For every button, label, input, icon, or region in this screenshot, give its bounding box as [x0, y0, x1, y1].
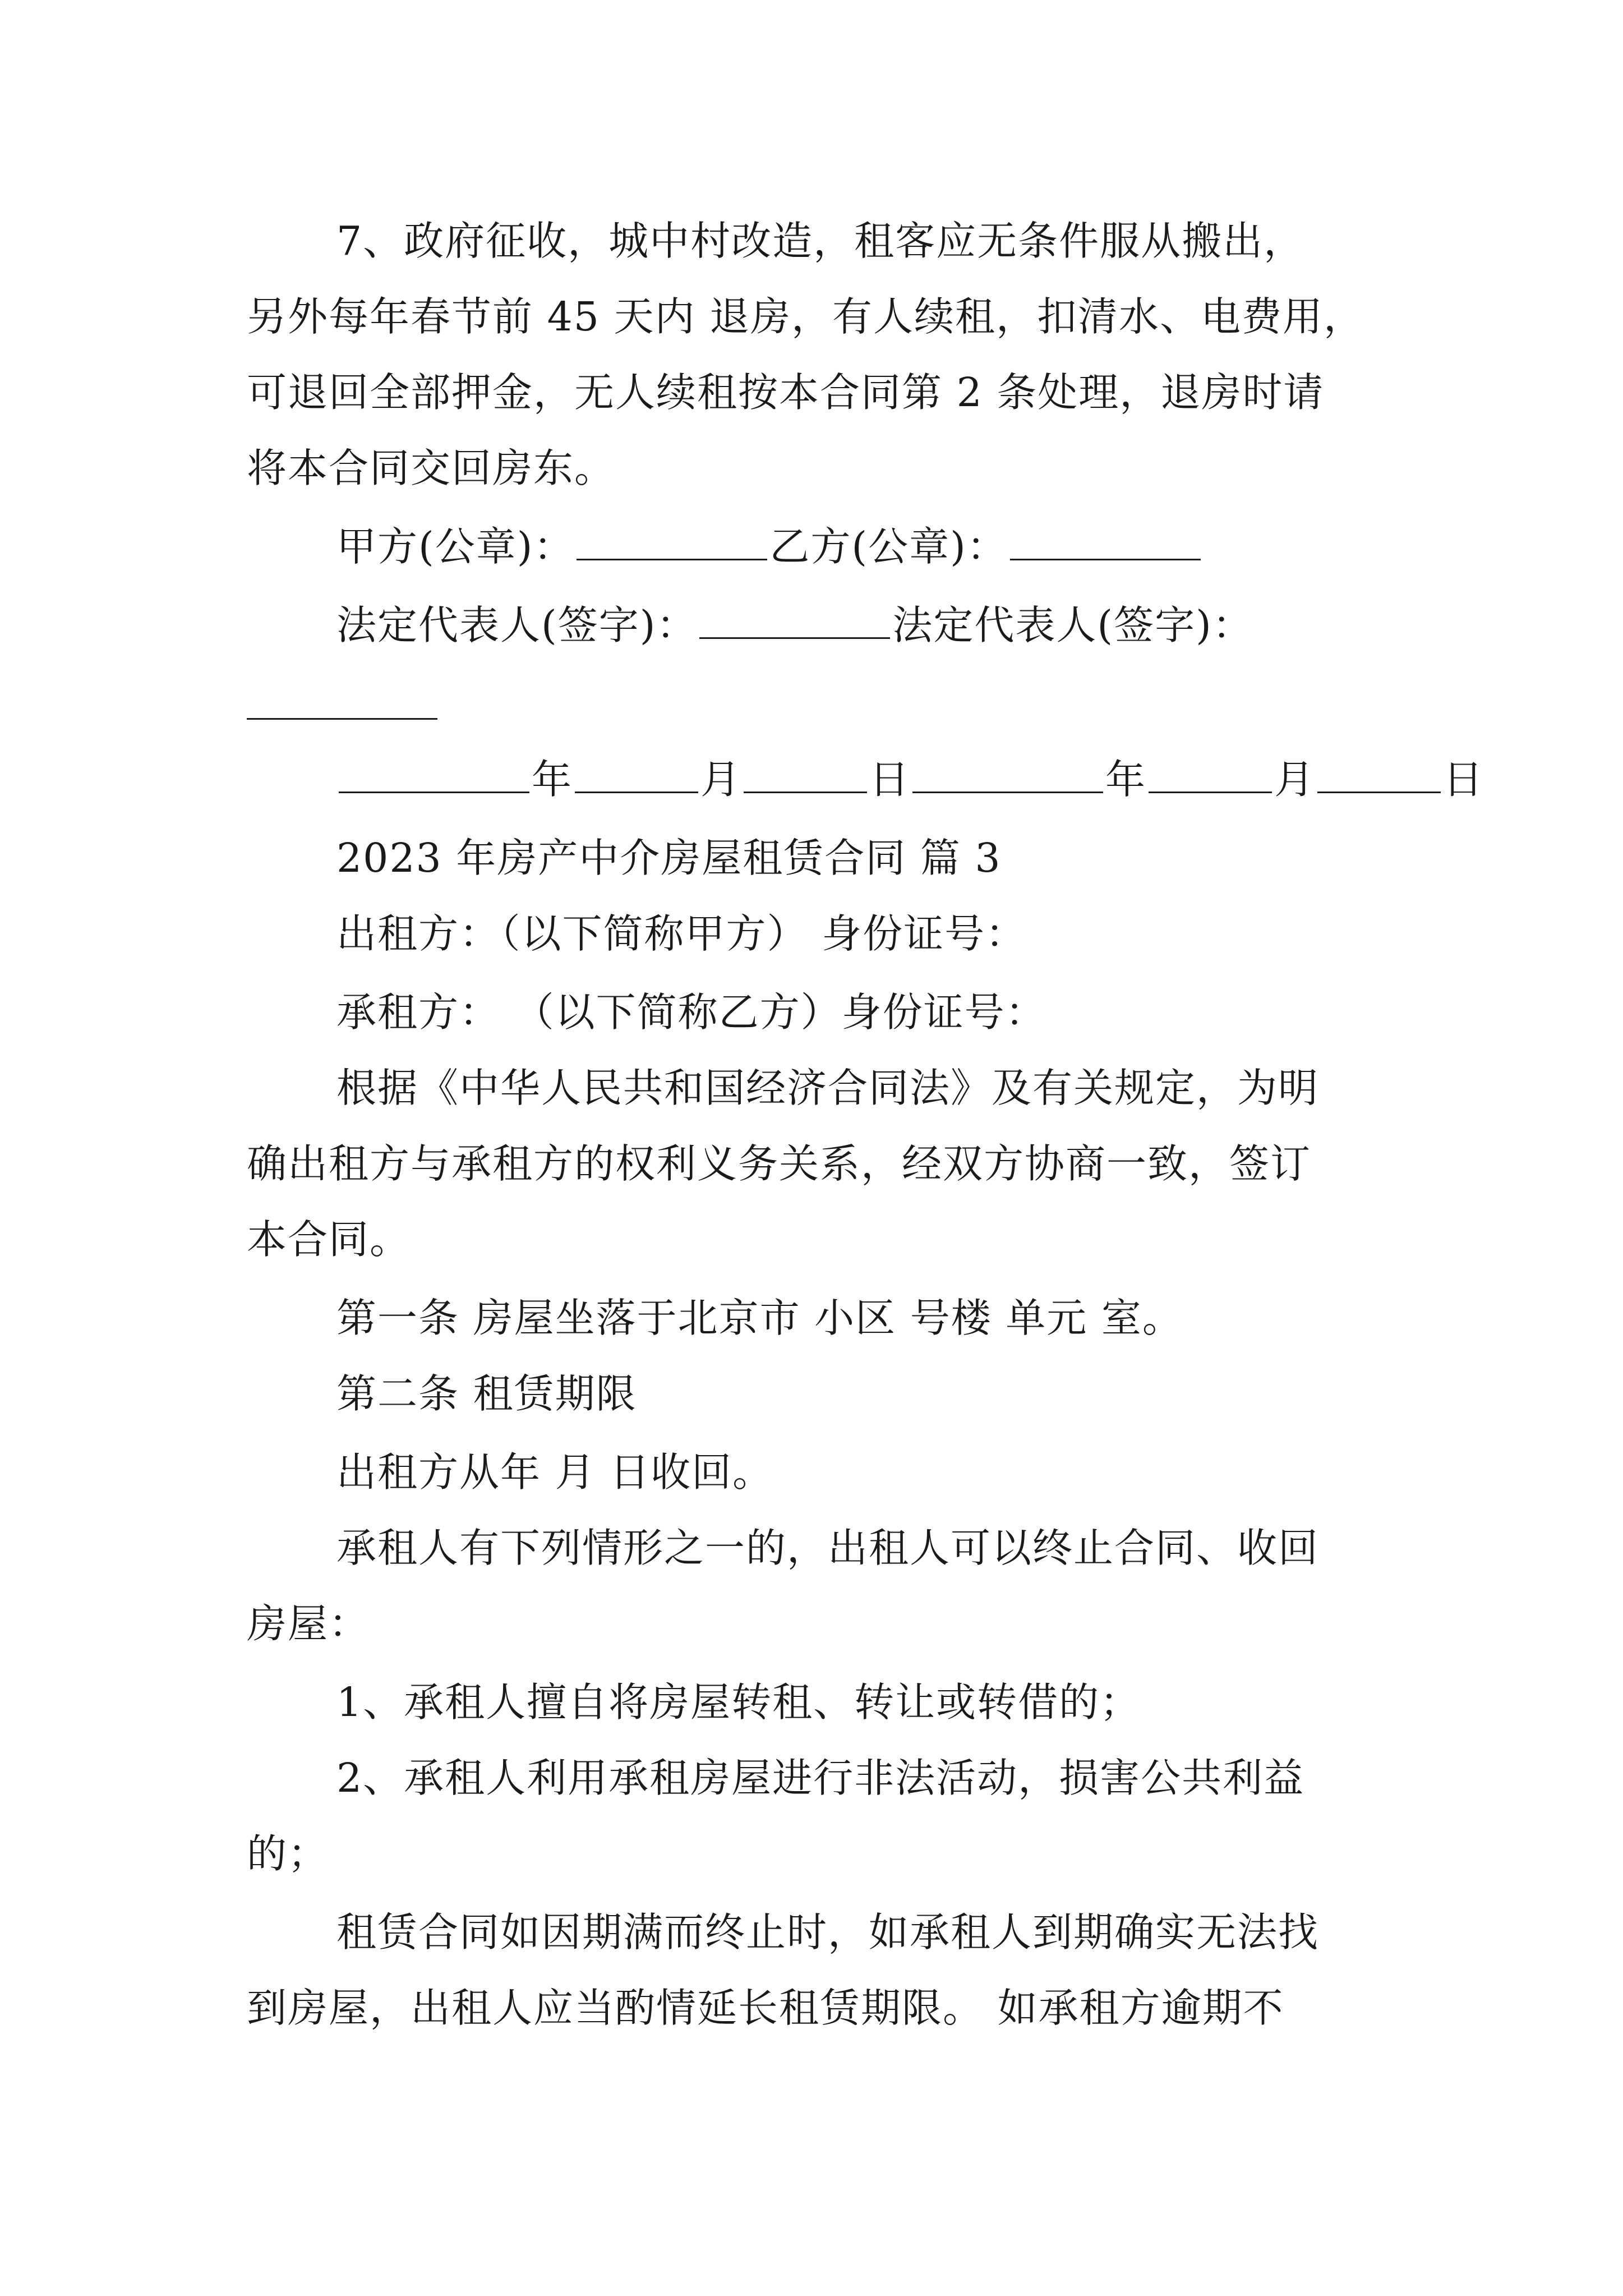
- lessee-line: 承租方： （以下简称乙方）身份证号：: [336, 989, 1046, 1036]
- party-a-seal-label: 甲方(公章)：: [336, 523, 575, 570]
- article-1: 第一条 房屋坐落于北京市 小区 号楼 单元 室。: [336, 1295, 1183, 1341]
- legal-rep-b-blank: [247, 718, 437, 720]
- day-a-label: 日: [869, 756, 911, 803]
- party-a-seal-blank: [577, 525, 767, 560]
- clause-7-line-4: 将本合同交回房东。: [247, 445, 616, 491]
- lessor-line: 出租方：（以下简称甲方） 身份证号：: [336, 910, 1027, 957]
- seal-line: [336, 522, 1203, 572]
- day-b-label: 日: [1443, 756, 1484, 803]
- month-b-label: 月: [1274, 756, 1316, 803]
- item-2-line-2: 的；: [247, 1830, 329, 1877]
- expiry-line-2: 到房屋，出租人应当酌情延长租赁期限。 如承租方逾期不: [247, 1985, 1284, 2031]
- legal-rep-a-label: 法定代表人(签字)：: [336, 602, 698, 648]
- preamble-line-3: 本合同。: [247, 1216, 411, 1263]
- reclaim-line: 出租方从年 月 日收回。: [336, 1449, 774, 1496]
- party-b-seal-label: 乙方(公章)：: [769, 523, 1008, 570]
- legal-rep-a-blank: [699, 604, 890, 639]
- clause-7-line-1: 7、政府征收，城中村改造，租客应无条件服从搬出，: [336, 218, 1305, 264]
- day-a-blank: [744, 758, 867, 793]
- year-b-blank: [912, 758, 1103, 793]
- date-line: [336, 754, 1484, 805]
- article-2: 第二条 租赁期限: [336, 1370, 637, 1417]
- year-b-label: 年: [1105, 756, 1147, 803]
- day-b-blank: [1317, 758, 1441, 793]
- year-a-label: 年: [532, 756, 573, 803]
- section-heading: 2023 年房产中介房屋租赁合同 篇 3: [336, 835, 1002, 881]
- terminate-line-2: 房屋：: [247, 1600, 370, 1647]
- preamble-line-2: 确出租方与承租方的权利义务关系，经双方协商一致，签订: [247, 1140, 1312, 1187]
- legal-rep-b-label: 法定代表人(签字)：: [892, 602, 1253, 648]
- legal-rep-line: [336, 600, 1253, 651]
- item-2-line-1: 2、承租人利用承租房屋进行非法活动，损害公共利益: [336, 1755, 1305, 1801]
- clause-7-line-2: 另外每年春节前 45 天内 退房，有人续租，扣清水、电费用，: [247, 293, 1365, 340]
- expiry-line-1: 租赁合同如因期满而终止时，如承租人到期确实无法找: [336, 1909, 1320, 1955]
- month-a-label: 月: [700, 756, 742, 803]
- item-1: 1、承租人擅自将房屋转租、转让或转借的；: [336, 1679, 1141, 1726]
- terminate-line-1: 承租人有下列情形之一的，出租人可以终止合同、收回: [336, 1525, 1320, 1571]
- month-a-blank: [575, 758, 698, 793]
- month-b-blank: [1149, 758, 1272, 793]
- party-b-seal-blank: [1010, 525, 1201, 560]
- year-a-blank: [339, 758, 529, 793]
- clause-7-line-3: 可退回全部押金，无人续租按本合同第 2 条处理，退房时请: [247, 369, 1325, 416]
- preamble-line-1: 根据《中华人民共和国经济合同法》及有关规定，为明: [336, 1065, 1320, 1111]
